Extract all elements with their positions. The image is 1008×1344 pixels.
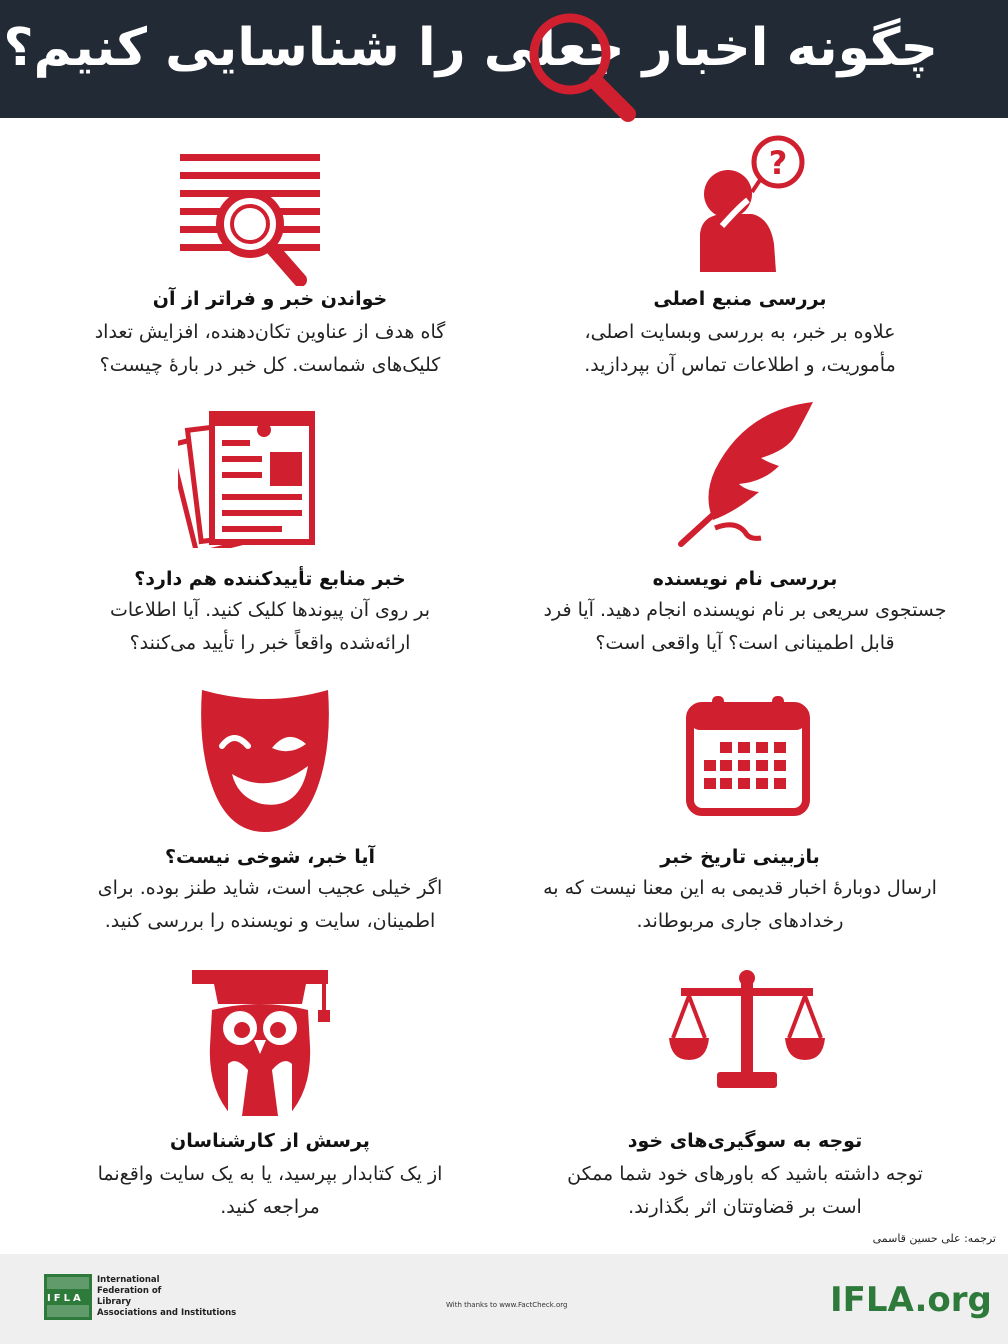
tip-description [50, 316, 490, 382]
tip-title: بررسی نام نویسنده [652, 568, 838, 590]
tip-line: اگر خیلی عجیب است، شاید طنز بوده. برای [97, 877, 443, 899]
magnifier-icon [512, 4, 652, 122]
tip-supporting-sources [50, 396, 490, 666]
tip-check-date [520, 680, 960, 950]
tip-line: مأموریت، و اطلاعات تماس آن بپردازید. [584, 354, 896, 376]
org-line: Library [97, 1297, 132, 1307]
ifla-site-link[interactable]: IFLA.org [830, 1280, 992, 1320]
tip-description [520, 316, 960, 382]
svg-text:?: ? [768, 144, 788, 182]
tip-description [525, 594, 965, 660]
header-bar [0, 0, 1008, 118]
calendar-icon [686, 694, 810, 816]
tip-line: قابل اطمینانی است؟ آیا واقعی است؟ [595, 632, 895, 654]
footer [0, 1254, 1008, 1344]
tip-line: ارسال دوبارهٔ اخبار قدیمی به این معنا نیست که به [543, 877, 937, 899]
tip-title: آیا خبر، شوخی نیست؟ [165, 846, 375, 868]
documents-icon [178, 410, 318, 548]
tip-title: بررسی منبع اصلی [653, 288, 827, 310]
tip-ask-experts [50, 962, 490, 1232]
comedy-mask-icon [198, 686, 332, 836]
logo-letter: L [63, 1293, 70, 1304]
tip-line: بر روی آن پیوندها کلیک کنید. آیا اطلاعات [109, 599, 431, 621]
balance-scale-icon [669, 968, 825, 1094]
text-magnifier-icon [180, 154, 320, 286]
tip-line: است بر قضاوتتان اثر بگذارند. [628, 1196, 862, 1218]
tip-description [50, 594, 490, 660]
tip-check-biases [525, 962, 965, 1232]
quill-pen-icon [675, 400, 821, 548]
tip-description [50, 872, 490, 938]
tip-line: مراجعه کنید. [220, 1196, 320, 1218]
tip-check-author [525, 396, 965, 666]
tip-is-it-a-joke [50, 680, 490, 950]
tip-line: کلیک‌های شماست. کل خبر در بارهٔ چیست؟ [99, 354, 441, 376]
org-line: Associations and Institutions [97, 1308, 237, 1318]
tip-line: از یک کتابدار بپرسید، یا به یک سایت واقع‌نما [97, 1163, 443, 1185]
organization-name [97, 1275, 237, 1319]
tip-line: اطمینان، سایت و نویسنده را بررسی کنید. [104, 910, 436, 932]
tip-line: علاوه بر خبر، به بررسی وبسایت اصلی، [584, 321, 896, 343]
tip-title: خواندن خبر و فراتر از آن [152, 288, 388, 310]
tip-line: گاه هدف از عناوین تکان‌دهنده، افزایش تعداد [94, 321, 446, 343]
tip-line: ارائه‌شده واقعاً خبر را تأیید می‌کنند؟ [129, 632, 411, 654]
thanks-note: With thanks to www.FactCheck.org [446, 1301, 568, 1309]
logo-letter: F [53, 1293, 61, 1304]
tip-description [50, 1158, 490, 1224]
ifla-logo [44, 1274, 92, 1320]
translator-credit: ترجمه: علی حسین قاسمی [872, 1232, 996, 1245]
person-question-icon [692, 134, 812, 274]
tip-title: بازبینی تاریخ خبر [660, 846, 820, 868]
tip-description [520, 872, 960, 938]
tip-line: رخدادهای جاری مربوطاند. [636, 910, 844, 932]
tip-read-beyond [50, 130, 490, 390]
page-title: چگونه اخبار جعلی را شناسایی کنیم؟ [3, 18, 938, 78]
tip-title: پرسش از کارشناسان [170, 1130, 370, 1152]
tip-title: خبر منابع تأییدکننده هم دارد؟ [134, 568, 406, 590]
tip-description [525, 1158, 965, 1224]
tip-check-source [520, 130, 960, 390]
org-line: Federation of [97, 1286, 162, 1296]
org-line: International [97, 1275, 160, 1285]
logo-letter: A [72, 1293, 81, 1304]
tip-line: جستجوی سریعی بر نام نویسنده انجام دهید. آیا فرد [543, 599, 947, 621]
graduate-owl-icon [192, 970, 338, 1118]
tip-title: توجه به سوگیری‌های خود [627, 1130, 863, 1152]
tip-line: توجه داشته باشید که باورهای خود شما ممکن [567, 1163, 923, 1185]
logo-letter: I [47, 1293, 51, 1304]
